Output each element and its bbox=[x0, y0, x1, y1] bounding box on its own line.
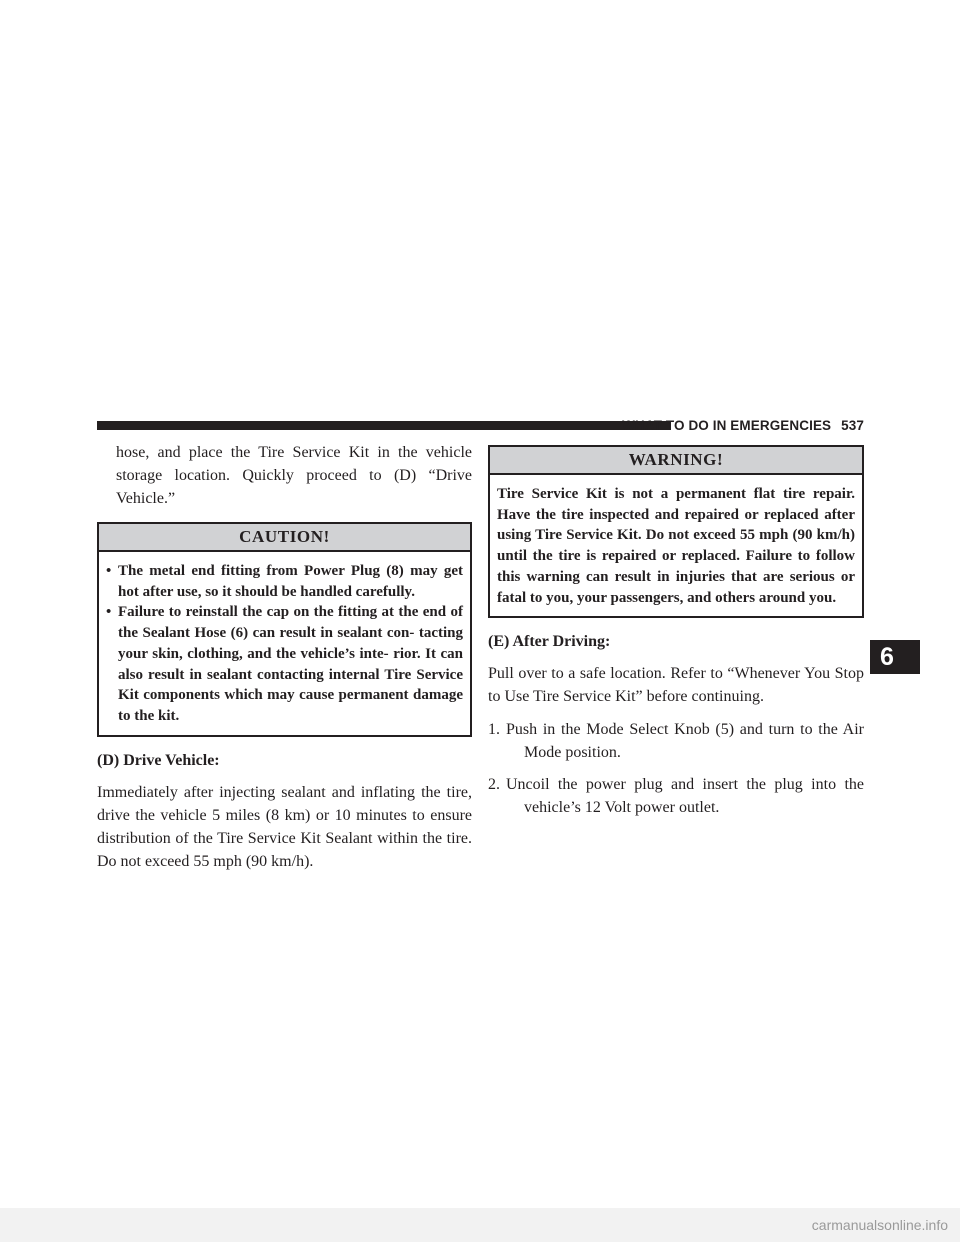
section-e-body: Pull over to a safe location. Refer to “Whenever You Stop to Use Tire Service Kit” before continuing. bbox=[488, 665, 864, 706]
caution-box bbox=[97, 522, 472, 737]
chapter-tab: 6 bbox=[870, 640, 920, 674]
step-text-line: vehicle’s 12 Volt power outlet. bbox=[524, 799, 720, 817]
running-header bbox=[608, 418, 864, 433]
step-number: 2. bbox=[488, 776, 500, 794]
caution-item bbox=[106, 561, 463, 602]
page-number: 537 bbox=[841, 418, 864, 433]
bullet-icon: • bbox=[106, 604, 112, 621]
caution-body bbox=[99, 552, 470, 735]
step-text bbox=[506, 718, 864, 764]
step-text-line: Push in the Mode Select Knob (5) and turn to the Air bbox=[506, 721, 864, 739]
caution-item-text: Failure to reinstall the cap on the fitting at the end of the Sealant Hose (6) can result in sealant con- tacting your skin, clothing, and the vehicle’s inte- rior. It can also result in sealant contacting internal Tire Service Kit components which may cause permanent damage to the kit. bbox=[118, 604, 463, 724]
caution-title: CAUTION! bbox=[99, 524, 470, 552]
section-e-heading: (E) After Driving: bbox=[488, 633, 611, 651]
step-text bbox=[506, 773, 864, 819]
right-column bbox=[488, 445, 864, 828]
step-number: 1. bbox=[488, 721, 500, 739]
section-d-body: Immediately after injecting sealant and inflating the tire, drive the vehicle 5 miles (8 km) or 10 minutes to ensure distribution of the Tire Service Kit Sealant within the tire. Do not exceed 55 mph (90 km/h). bbox=[97, 783, 472, 870]
caution-item bbox=[106, 602, 463, 726]
bullet-icon: • bbox=[106, 563, 112, 579]
step-item bbox=[488, 773, 864, 819]
caution-item-text: The metal end fitting from Power Plug (8) may get hot after use, so it should be handled carefully. bbox=[118, 563, 463, 600]
watermark: carmanualsonline.info bbox=[0, 1208, 960, 1242]
continued-paragraph: hose, and place the Tire Service Kit in the vehicle storage location. Quickly proceed to (D) “Drive Vehicle.” bbox=[116, 444, 472, 507]
step-item bbox=[488, 718, 864, 764]
warning-title: WARNING! bbox=[490, 447, 862, 475]
steps-list bbox=[488, 718, 864, 819]
section-title: WHAT TO DO IN EMERGENCIES bbox=[622, 418, 832, 433]
header-rule bbox=[97, 421, 671, 430]
section-d-heading: (D) Drive Vehicle: bbox=[97, 751, 220, 769]
step-text-line: Uncoil the power plug and insert the plug into the bbox=[506, 776, 864, 794]
warning-box bbox=[488, 445, 864, 618]
warning-body: Tire Service Kit is not a permanent flat tire repair. Have the tire inspected and repaired or replaced after using Tire Service Kit. Do not exceed 55 mph (90 km/h) until the tire is repaired or replaced. Failure to follow this warning can result in injuries that are serious or fatal to you, your passengers, and others around you. bbox=[497, 486, 855, 606]
left-column bbox=[97, 441, 472, 883]
step-text-line: Mode position. bbox=[524, 744, 621, 762]
